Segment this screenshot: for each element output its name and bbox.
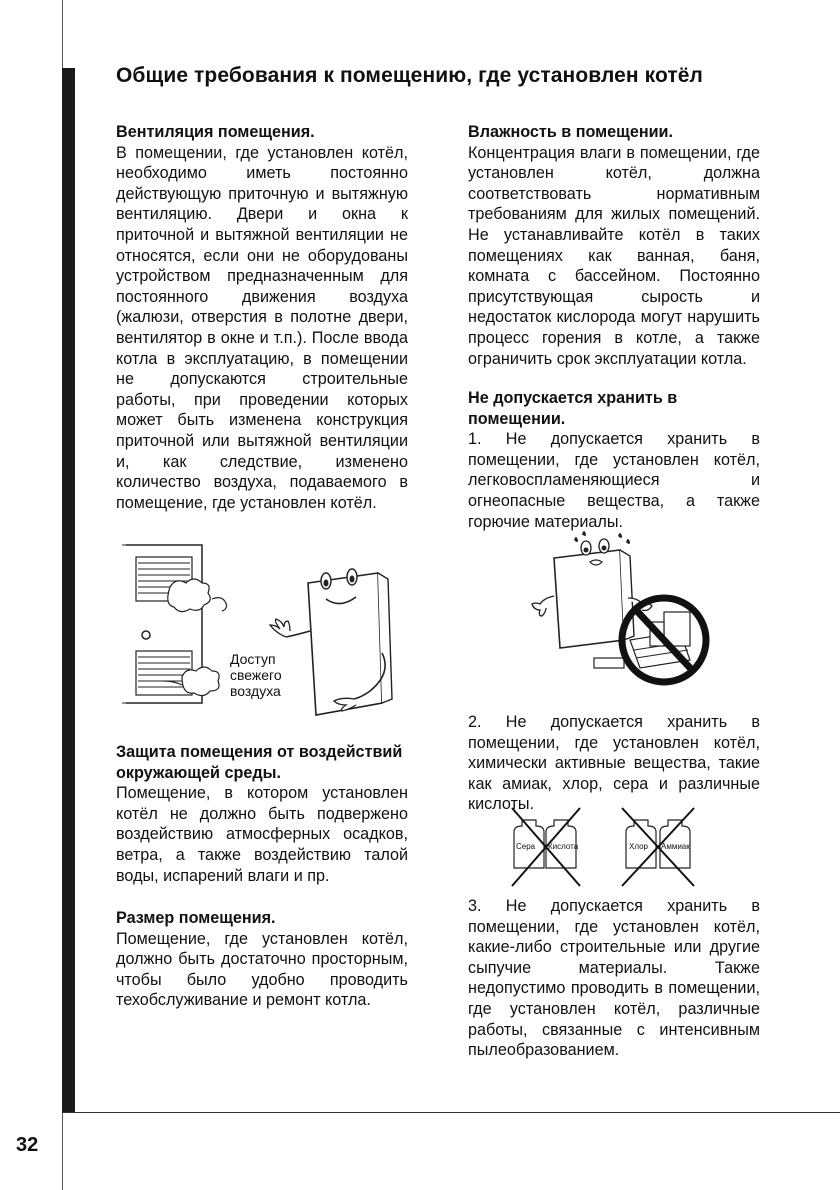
storage-item-3: 3. Не допускается хранить в помещении, где установлен котёл, какие-либо строительные или другие сыпучие материалы. Также недопустимо проводить в помещении, где установлен котёл, различные работы, связанные с интенсивным пылеобразованием.: [468, 897, 760, 1060]
storage-item-3-section: [468, 896, 760, 1061]
ventilation-section: [116, 122, 408, 513]
protection-text: Помещение, в котором установлен котёл не должно быть подвержено воздействию атмосферных осадков, ветра, а также воздействию талой воды, испарений влаги и пр.: [116, 784, 408, 885]
size-heading: Размер помещения.: [116, 909, 276, 927]
protection-section: [116, 742, 408, 886]
humidity-section: [468, 122, 760, 369]
page-number: 32: [16, 1134, 39, 1156]
chem-label-chlorine: Хлор: [629, 842, 648, 851]
fresh-air-label: [230, 651, 310, 699]
storage-item-2: 2. Не допускается хранить в помещении, где установлен котёл, химически активные вещества, такие как амиак, хлор, сера и различные кислоты.: [468, 713, 760, 814]
chemicals-illustration: [510, 806, 730, 890]
flammables-illustration: [530, 528, 710, 700]
protection-heading: Защита помещения от воздействий окружающей среды.: [116, 743, 403, 782]
ventilation-heading: Вентиляция помещения.: [116, 123, 315, 141]
fresh-air-label-line: воздуха: [230, 683, 281, 699]
storage-item-2-section: [468, 712, 760, 815]
storage-heading: Не допускается хранить в помещении.: [468, 389, 678, 428]
page-gutter: [0, 0, 62, 1190]
chem-label-ammonia: Аммиак: [661, 842, 690, 851]
chem-label-sulfur: Сера: [516, 842, 536, 851]
footer-rule: [62, 1112, 840, 1113]
storage-item-1: 1. Не допускается хранить в помещении, где установлен котёл, легковоспламеняющиеся и огнеопасные вещества, а также горючие материалы.: [468, 430, 760, 531]
chem-label-acid: Кислота: [548, 842, 579, 851]
size-text: Помещение, где установлен котёл, должно быть достаточно просторным, чтобы было удобно проводить техобслуживание и ремонт котла.: [116, 929, 408, 1010]
fresh-air-illustration: [120, 543, 420, 723]
ventilation-text: В помещении, где установлен котёл, необходимо иметь постоянно действующую приточную и вытяжную вентиляцию. Двери и окна к приточной и вытяжной вентиляции не относятся, если они не оборудованы устройством предназначенным для постоянного движения воздуха (жалюзи, отверстия в полотне двери, вентилятор в окне и т.п.). После ввода котла в эксплуатацию, в помещении не допускаются строительные работы, при проведении которых может быть изменена конструкция приточной или вытяжной вентиляции и, как следствие, изменено количество воздуха, подаваемого в помещение, где установлен котёл.: [116, 143, 408, 512]
page-title: Общие требования к помещению, где установлен котёл: [116, 64, 703, 87]
fresh-air-label-line: Доступ: [230, 651, 276, 667]
size-section: [116, 908, 408, 1011]
humidity-text: Концентрация влаги в помещении, где установлен котёл, должна соответствовать нормативным требованиям для жилых помещений. Не устанавливайте котёл в таких помещениях как ванная, баня, комната с бассейном. Постоянно присутствующая сырость и недостаток кислорода могут нарушить процесс горения в котле, а также ограничить срок эксплуатации котла.: [468, 143, 760, 368]
margin-bar: [62, 68, 75, 1113]
humidity-heading: Влажность в помещении.: [468, 123, 673, 141]
fresh-air-label-line: свежего: [230, 667, 282, 683]
storage-section: [468, 388, 760, 532]
